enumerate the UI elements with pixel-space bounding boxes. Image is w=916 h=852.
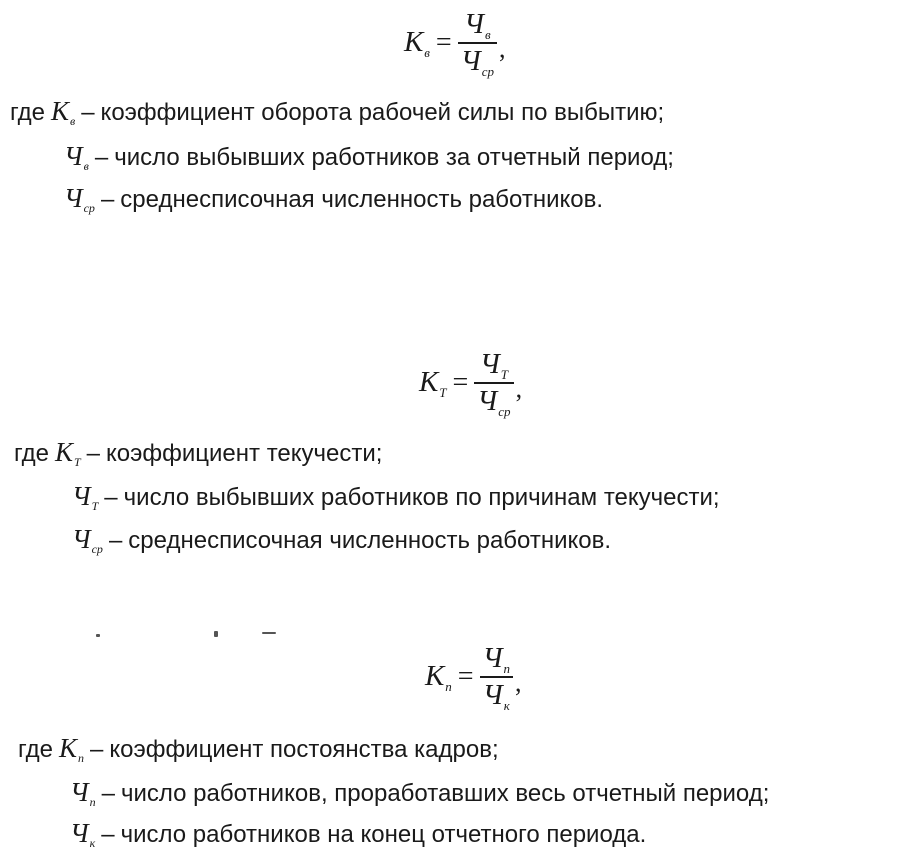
definition-text: число выбывших работников за отчетный период; xyxy=(114,144,674,171)
dash: – xyxy=(100,186,115,213)
formula-comma: , xyxy=(515,667,522,697)
definition-text: число работников на конец отчетного периода. xyxy=(120,821,647,848)
where-word: где xyxy=(10,99,46,126)
symbol-k: К xyxy=(419,366,439,399)
definition-symbol: К п xyxy=(59,733,84,765)
numerator: Ч Т xyxy=(479,348,509,382)
formula-turnover-exit xyxy=(404,8,506,79)
formula-staff-stability xyxy=(425,642,522,713)
equals-sign: = xyxy=(452,366,469,398)
dash: – xyxy=(104,484,118,511)
definition-symbol: Ч к xyxy=(70,818,96,850)
symbol-k: К xyxy=(404,26,424,59)
definition-symbol: Ч Т xyxy=(72,481,99,513)
scan-speck xyxy=(262,632,276,634)
denominator: Ч к xyxy=(482,678,510,713)
dash: – xyxy=(81,99,95,126)
dash: – xyxy=(89,736,104,763)
definition-symbol: К Т xyxy=(55,437,81,469)
definition-line xyxy=(10,96,664,127)
definition-line xyxy=(70,777,769,808)
formula-turnover-rate xyxy=(419,348,523,419)
denominator: Ч ср xyxy=(460,44,494,79)
definition-symbol: Ч в xyxy=(64,141,89,173)
equals-sign: = xyxy=(435,26,452,58)
fraction xyxy=(480,642,513,713)
formula-lhs xyxy=(425,660,452,693)
numerator: Ч в xyxy=(464,8,491,42)
dash: – xyxy=(101,780,115,807)
definition-text: коэффициент оборота рабочей силы по выбытию; xyxy=(100,99,665,126)
scan-speck xyxy=(96,634,100,637)
definition-line xyxy=(64,141,674,172)
definition-text: коэффициент текучести; xyxy=(106,440,383,467)
formula-lhs xyxy=(419,366,447,399)
definition-symbol: Ч ср xyxy=(72,524,103,556)
definition-symbol: Ч п xyxy=(70,777,96,809)
denominator: Ч ср xyxy=(477,384,511,419)
definition-symbol: К в xyxy=(51,96,76,128)
dash: – xyxy=(86,440,101,467)
definition-symbol: Ч ср xyxy=(64,183,95,215)
definition-line xyxy=(70,818,646,849)
scan-speck xyxy=(214,631,218,637)
dash: – xyxy=(94,144,109,171)
fraction xyxy=(474,348,513,419)
definition-text: среднесписочная численность работников. xyxy=(120,186,604,213)
subscript: в xyxy=(424,45,430,61)
fraction xyxy=(458,8,497,79)
formula-lhs xyxy=(404,26,430,59)
symbol-k: К xyxy=(425,660,445,693)
definition-line xyxy=(64,183,603,214)
where-word: где xyxy=(18,736,54,763)
definition-line xyxy=(14,437,382,468)
definition-text: среднесписочная численность работников. xyxy=(128,527,612,554)
subscript: Т xyxy=(439,385,447,401)
definition-line xyxy=(72,481,720,512)
definition-text: коэффициент постоянства кадров; xyxy=(109,736,499,763)
where-word: где xyxy=(14,440,50,467)
formula-comma: , xyxy=(498,33,506,63)
formula-comma: , xyxy=(515,373,523,403)
definition-text: число работников, проработавших весь отчетный период; xyxy=(120,780,770,807)
subscript: п xyxy=(445,679,452,695)
dash: – xyxy=(101,821,115,848)
definition-line xyxy=(18,733,499,764)
definition-text: число выбывших работников по причинам текучести; xyxy=(123,484,720,511)
dash: – xyxy=(108,527,123,554)
definition-line xyxy=(72,524,611,555)
equals-sign: = xyxy=(457,660,474,692)
numerator: Ч п xyxy=(482,642,511,676)
